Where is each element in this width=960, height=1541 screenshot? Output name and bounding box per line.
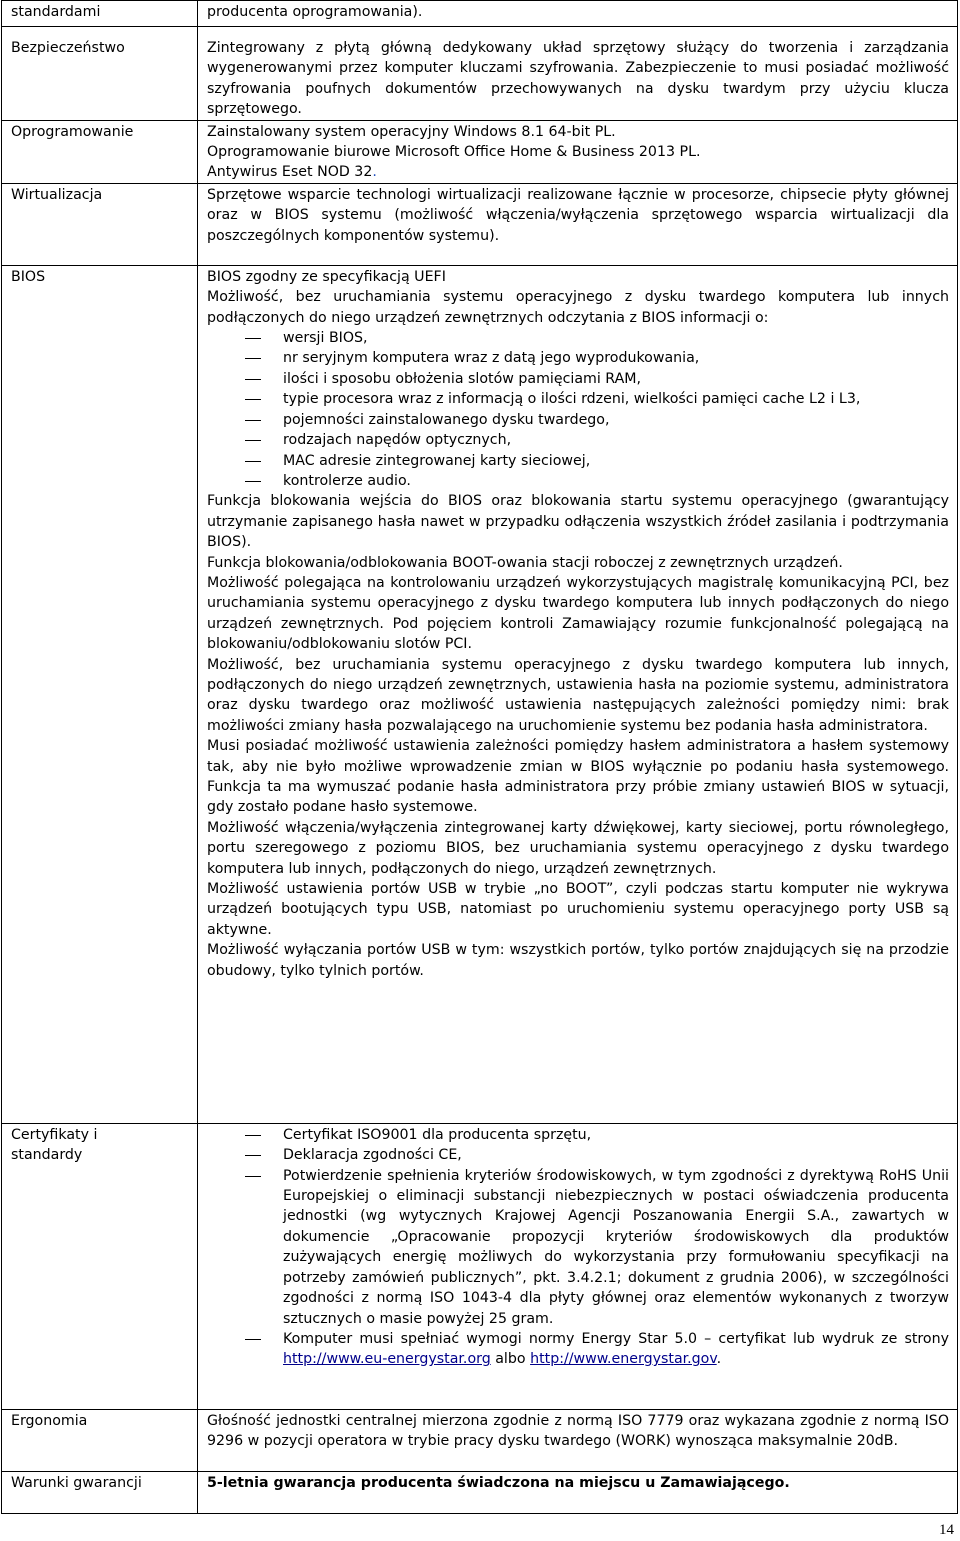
bios-boot-paragraph: Funkcja blokowania/odblokowania BOOT-owania stacji roboczej z zewnętrznych urządzeń. bbox=[207, 554, 843, 571]
list-item: MAC adresie zintegrowanej karty sieciowej, bbox=[283, 451, 949, 471]
list-item: kontrolerze audio. bbox=[283, 471, 949, 491]
specification-table bbox=[1, 0, 958, 1514]
label-oprogramowanie: Oprogramowanie bbox=[2, 120, 198, 183]
row-bios bbox=[2, 265, 958, 1123]
bios-lock-paragraph: Funkcja blokowania wejścia do BIOS oraz blokowania startu systemu operacyjnego (gwarantujący utrzymanie zapisanego hasła nawet w przypadku odłączenia wszystkich źródeł zasilania i podtrzymania BIOS). bbox=[207, 493, 949, 551]
label-certyfikaty-line1: Certyfikaty i bbox=[11, 1126, 98, 1143]
list-item: Deklaracja zgodności CE, bbox=[283, 1145, 949, 1165]
row-gwarancja bbox=[2, 1471, 958, 1513]
certificates-list bbox=[207, 1125, 949, 1370]
value-wirtualizacja: Sprzętowe wsparcie technologi wirtualizacji realizowane łącznie w procesorze, chipsecie płyty głównej oraz w BIOS systemu (możliwość włączenia/wyłączenia sprzętowego wsparcia wirtualizacji dla poszczególnych komponentów systemu). bbox=[198, 183, 958, 265]
label-wirtualizacja: Wirtualizacja bbox=[2, 183, 198, 265]
row-certyfikaty bbox=[2, 1123, 958, 1409]
row-oprogramowanie bbox=[2, 120, 958, 183]
value-bezpieczenstwo: Zintegrowany z płytą główną dedykowany układ sprzętowy służący do tworzenia i zarządzania wygenerowanymi przez komputer kluczami szyfrowania. Zabezpieczenie to musi posiadać możliwość szyfrowania poufnych dokumentów przechowywanych na dysku twardym przy użyciu klucza sprzętowego. bbox=[198, 27, 958, 121]
list-item: Certyfikat ISO9001 dla producenta sprzętu, bbox=[283, 1125, 949, 1145]
bios-admin-paragraph: Musi posiadać możliwość ustawienia zależności pomiędzy hasłem administratora a hasłem systemowy tak, aby nie było możliwe wprowadzenie zmian w BIOS wyłącznie po podaniu hasła systemowego. Funkcja ta ma wymuszać podanie hasła administratora przy próbie zmiany ustawień BIOS w sytuacji, gdy zostało podane hasło systemowe. bbox=[207, 738, 949, 816]
value-bios bbox=[198, 265, 958, 1123]
row-bezpieczenstwo bbox=[2, 27, 958, 121]
row-wirtualizacja bbox=[2, 183, 958, 265]
bios-uefi: BIOS zgodny ze specyfikacją UEFI bbox=[207, 268, 446, 285]
list-item: typie procesora wraz z informacją o ilości rdzeni, wielkości pamięci cache L2 i L3, bbox=[283, 389, 949, 409]
bios-usb-disable-paragraph: Możliwość wyłączania portów USB w tym: wszystkich portów, tylko portów znajdujących się na przodzie obudowy, tylko tylnich portów. bbox=[207, 942, 949, 979]
antivirus-period: . bbox=[372, 164, 377, 181]
eu-energystar-link[interactable]: http://www.eu-energystar.org bbox=[283, 1351, 491, 1368]
list-item: wersji BIOS, bbox=[283, 328, 949, 348]
value-ergonomia: Głośność jednostki centralnej mierzona zgodnie z normą ISO 7779 oraz wykazana zgodnie z normą ISO 9296 w pozycji operatora w trybie pracy dysku twardego (WORK) wynosząca maksymalnie 20dB. bbox=[198, 1409, 958, 1471]
antivirus-line bbox=[207, 162, 949, 182]
office-line: Oprogramowanie biurowe Microsoft Office Home & Business 2013 PL. bbox=[207, 144, 701, 161]
label-certyfikaty bbox=[2, 1123, 198, 1409]
label-gwarancja: Warunki gwarancji bbox=[2, 1471, 198, 1513]
list-item: ilości i sposobu obłożenia slotów pamięciami RAM, bbox=[283, 369, 949, 389]
page-number: 14 bbox=[939, 1522, 954, 1538]
value-standardami: producenta oprogramowania). bbox=[198, 1, 958, 27]
bios-devices-paragraph: Możliwość włączenia/wyłączenia zintegrowanej karty dźwiękowej, karty sieciowej, portu równoległego, portu szeregowego z poziomu BIOS, bez uruchamiania systemu operacyjnego z dysku twardego komputera lub innych, podłączonych do niego, urządzeń zewnętrznych. bbox=[207, 819, 949, 877]
list-item: Potwierdzenie spełnienia kryteriów środowiskowych, w tym zgodności z dyrektywą RoHS Unii Europejskiej o eliminacji substancji niebezpiecznych w postaci oświadczenia producenta jednostki (wg wytycznych Krajowej Agencji Poszanowania Energii S.A., zawartych w dokumencie „Opracowanie propozycji kryteriów środowiskowych dla produktów zużywających energię możliwych do wykorzystania przy formułowaniu specyfikacji na potrzeby zamówień publicznych”, pkt. 3.4.2.1; dokument z grudnia 2006), w szczególności zgodności z normą ISO 1043-4 dla płyty głównej oraz elementów wykonanych z tworzyw sztucznych o masie powyżej 25 gram. bbox=[283, 1166, 949, 1329]
value-gwarancja: 5-letnia gwarancja producenta świadczona na miejscu u Zamawiającego. bbox=[198, 1471, 958, 1513]
list-item: rodzajach napędów optycznych, bbox=[283, 430, 949, 450]
label-ergonomia: Ergonomia bbox=[2, 1409, 198, 1471]
label-certyfikaty-line2: standardy bbox=[11, 1147, 83, 1164]
antivirus-text: Antywirus Eset NOD 32 bbox=[207, 164, 373, 181]
bios-info-intro: Możliwość, bez uruchamiania systemu operacyjnego z dysku twardego komputera lub innych podłączonych do niego urządzeń zewnętrznych odczytania z BIOS informacji o: bbox=[207, 289, 949, 326]
label-bezpieczenstwo: Bezpieczeństwo bbox=[2, 27, 198, 121]
row-standardami bbox=[2, 1, 958, 27]
value-oprogramowanie bbox=[198, 120, 958, 183]
energy-star-text: Komputer musi spełniać wymogi normy Energy Star 5.0 – certyfikat lub wydruk ze strony bbox=[283, 1330, 949, 1347]
list-item: pojemności zainstalowanego dysku twardego, bbox=[283, 410, 949, 430]
label-bios: BIOS bbox=[2, 265, 198, 1123]
list-item: nr seryjnym komputera wraz z datą jego wyprodukowania, bbox=[283, 348, 949, 368]
os-line: Zainstalowany system operacyjny Windows 8.1 64-bit PL. bbox=[207, 123, 616, 140]
energy-star-or: albo bbox=[495, 1351, 526, 1368]
row-ergonomia bbox=[2, 1409, 958, 1471]
bios-pci-paragraph: Możliwość polegająca na kontrolowaniu urządzeń wykorzystujących magistralę komunikacyjną PCI, bez uruchamiania systemu operacyjnego z dysku twardego komputera lub innych podłączonych do niego urządzeń zewnętrznych. Pod pojęciem kontroli Zamawiający rozumie funkcjonalność polegającą na blokowaniu/odblokowaniu slotów PCI. bbox=[207, 574, 949, 653]
label-standardami: standardami bbox=[2, 1, 198, 27]
value-certyfikaty bbox=[198, 1123, 958, 1409]
energy-star-item bbox=[283, 1329, 949, 1370]
bios-usb-noboot-paragraph: Możliwość ustawienia portów USB w trybie „no BOOT”, czyli podczas startu komputer nie wykrywa urządzeń bootujących typu USB, natomiast po uruchomieniu systemu operacyjnego porty USB są aktywne. bbox=[207, 881, 949, 938]
energy-star-end: . bbox=[716, 1351, 722, 1368]
bios-info-list bbox=[207, 328, 949, 491]
bios-password-paragraph: Możliwość, bez uruchamiania systemu operacyjnego z dysku twardego komputera lub innych, podłączonych do niego urządzeń zewnętrznych, ustawienia hasła na poziomie systemu, administratora oraz dysku twardego oraz możliwość ustawienia następujących zależności pomiędzy nimi: brak możliwości zmiany hasła pozwalającego na uruchomienie systemu bez podania hasła administratora. bbox=[207, 656, 949, 734]
energystar-gov-link[interactable]: http://www.energystar.gov bbox=[530, 1351, 717, 1368]
